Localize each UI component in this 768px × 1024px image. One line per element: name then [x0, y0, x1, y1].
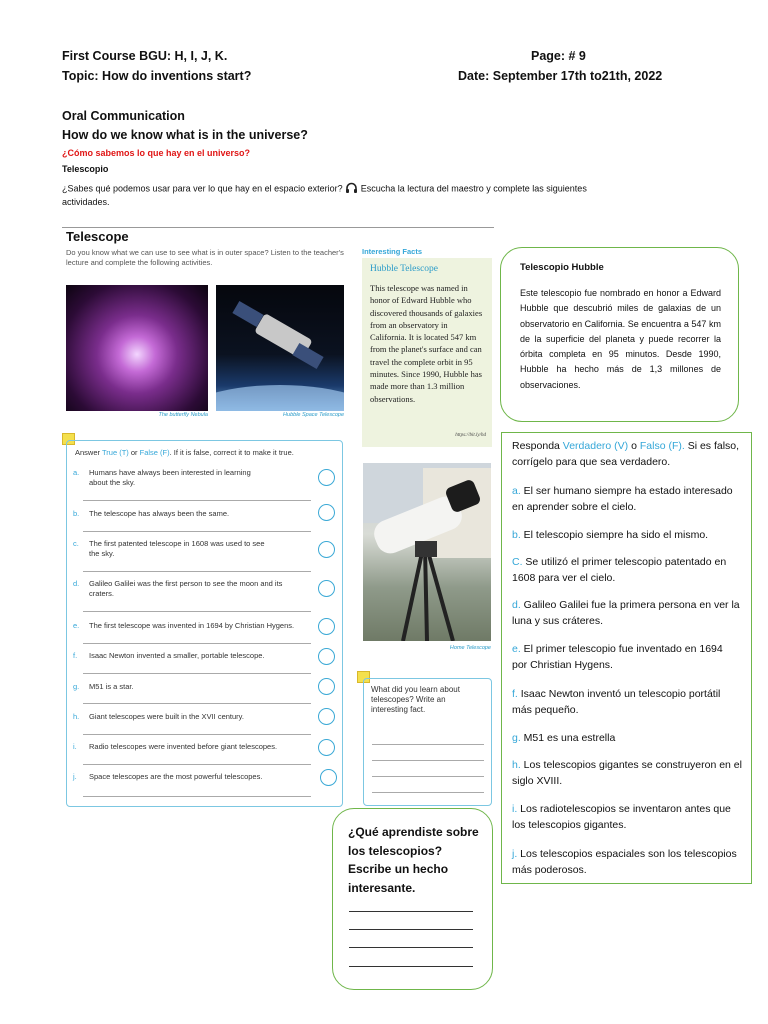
responda-item-e: e. El primer telescopio fue inventado en 1694 por Christian Hygens.: [512, 643, 723, 671]
responda-item-i: i. Los radiotelescopios se inventaron antes que los telescopios gigantes.: [512, 803, 731, 831]
answer-line[interactable]: [372, 792, 484, 793]
answer-line[interactable]: [83, 531, 311, 532]
answer-circle-g[interactable]: [318, 678, 335, 695]
hubble-spanish-text: Este telescopio fue nombrado en honor a Edward Hubble que descubrió miles de galaxias de un observatorio en California. Se encuentra a 547 km de la superficie del planeta y puede recorrer la órbita completa en 95 minutos. Desde 1990, Hubble ha hecho más de 1,3 millones de observaciones.: [520, 288, 721, 390]
page-number: Page: # 9: [531, 49, 586, 63]
divider: [62, 227, 494, 228]
answer-line[interactable]: [83, 734, 311, 735]
responda-item-c: C. Se utilizó el primer telescopio patentado en 1608 para ver el cielo.: [512, 556, 727, 584]
tf-item-j: j. Space telescopes are the most powerful telescopes.: [73, 772, 263, 781]
hubble-spanish-panel: [500, 247, 739, 422]
tf-item-e: e. The first telescope was invented in 1694 by Christian Hygens.: [73, 621, 295, 630]
answer-line[interactable]: [83, 500, 311, 501]
responda-item-a: a. El ser humano siempre ha estado interesado en aprender sobre el cielo.: [512, 485, 733, 513]
answer-line[interactable]: [83, 796, 311, 797]
responda-item-d: d. Galileo Galilei fue la primera persona en ver la luna y sus cráteres.: [512, 599, 740, 627]
subtitle: Telescopio: [62, 164, 109, 174]
instructions-cont: actividades.: [62, 197, 110, 207]
tf-instruction: Answer True (T) or False (F). If it is false, correct it to make it true.: [75, 448, 294, 457]
question-spanish: ¿Cómo sabemos lo que hay en el universo?: [62, 148, 251, 158]
tf-item-i: i. Radio telescopes were invented before giant telescopes.: [73, 742, 278, 751]
responda-item-f: f. Isaac Newton inventó un telescopio portátil más pequeño.: [512, 688, 721, 716]
responda-item-g: g. M51 es una estrella: [512, 732, 616, 744]
tf-item-d: d. Galileo Galilei was the first person to see the moon and its craters.: [73, 579, 283, 598]
answer-line[interactable]: [83, 571, 311, 572]
answer-circle-j[interactable]: [320, 769, 337, 786]
answer-line[interactable]: [349, 966, 473, 967]
answer-line[interactable]: [372, 760, 484, 761]
aprendiste-prompt: ¿Qué aprendiste sobre los telescopios? Escribe un hecho interesante.: [348, 825, 479, 895]
answer-line[interactable]: [349, 947, 473, 948]
answer-circle-a[interactable]: [318, 469, 335, 486]
answer-circle-i[interactable]: [318, 739, 335, 756]
answer-line[interactable]: [83, 611, 311, 612]
worksheet-title: Telescope: [66, 229, 129, 244]
tf-item-c: c. The first patented telescope in 1608 was used to see the sky.: [73, 539, 265, 558]
answer-line[interactable]: [83, 764, 311, 765]
caption-hubble: Hubble Space Telescope: [283, 412, 344, 418]
main-question: How do we know what is in the universe?: [62, 128, 308, 142]
answer-line[interactable]: [372, 776, 484, 777]
responda-item-h: h. Los telescopios gigantes se construyeron en el siglo XVIII.: [512, 759, 742, 787]
answer-circle-b[interactable]: [318, 504, 335, 521]
responda-intro: Responda Verdadero (V) o Falso (F). Si es falso, corrígelo para que sea verdadero.: [512, 440, 740, 468]
facts-text: This telescope was named in honor of Edward Hubble who discovered thousands of galaxies from an observatory in California. It is located 547 km from the planet's surface and can travel the complete orbit in 95 minutes. Since 1990, Hubble has made more than 1.3 million observations.: [370, 283, 483, 404]
butterfly-nebula-image: [66, 285, 208, 411]
hubble-spanish-title: Telescopio Hubble: [520, 262, 604, 273]
course-label: First Course BGU: H, I, J, K.: [62, 49, 228, 63]
caption-home: Home Telescope: [449, 645, 491, 651]
answer-line[interactable]: [372, 744, 484, 745]
answer-circle-c[interactable]: [318, 541, 335, 558]
answer-line[interactable]: [349, 929, 473, 930]
facts-heading: Interesting Facts: [362, 247, 423, 256]
answer-line[interactable]: [349, 911, 473, 912]
responda-panel: [501, 432, 752, 884]
tf-item-g: g. M51 is a star.: [73, 682, 134, 691]
responda-item-b: b. El telescopio siempre ha sido el mismo.: [512, 529, 709, 541]
facts-panel: [362, 258, 492, 447]
facts-source: https://bit.ly/hd: [455, 433, 486, 438]
responda-item-j: j. Los telescopios espaciales son los telescopios más poderosos.: [512, 848, 737, 876]
true-false-panel: [66, 440, 343, 807]
tf-item-b: b. The telescope has always been the same.: [73, 509, 230, 518]
instructions: ¿Sabes qué podemos usar para ver lo que hay en el espacio exterior? Escucha la lectura del maestro y complete las siguientes: [62, 182, 682, 196]
facts-title: Hubble Telescope: [370, 264, 439, 274]
answer-circle-f[interactable]: [318, 648, 335, 665]
learn-panel: [363, 678, 492, 806]
learn-prompt: What did you learn about telescopes? Write an interesting fact.: [371, 685, 460, 714]
tf-item-a: a. Humans have always been interested in learning about the sky.: [73, 468, 251, 487]
answer-line[interactable]: [83, 703, 311, 704]
worksheet-intro: Do you know what we can use to see what is in outer space? Listen to the teacher's lecture and complete the following activities.: [66, 248, 344, 267]
topic-label: Topic: How do inventions start?: [62, 69, 252, 83]
answer-line[interactable]: [83, 643, 311, 644]
answer-circle-e[interactable]: [318, 618, 335, 635]
aprendiste-panel: [332, 808, 493, 990]
answer-line[interactable]: [83, 673, 311, 674]
answer-circle-h[interactable]: [318, 708, 335, 725]
answer-circle-d[interactable]: [318, 580, 335, 597]
caption-nebula: The butterfly Nebula: [158, 412, 208, 418]
home-telescope-image: [363, 463, 491, 641]
tf-item-f: f. Isaac Newton invented a smaller, portable telescope.: [73, 651, 265, 660]
section-title: Oral Communication: [62, 109, 185, 123]
tf-item-h: h. Giant telescopes were built in the XVII century.: [73, 712, 244, 721]
headphones-icon: [345, 182, 358, 196]
hubble-telescope-image: [216, 285, 344, 411]
date-label: Date: September 17th to21th, 2022: [458, 69, 663, 83]
